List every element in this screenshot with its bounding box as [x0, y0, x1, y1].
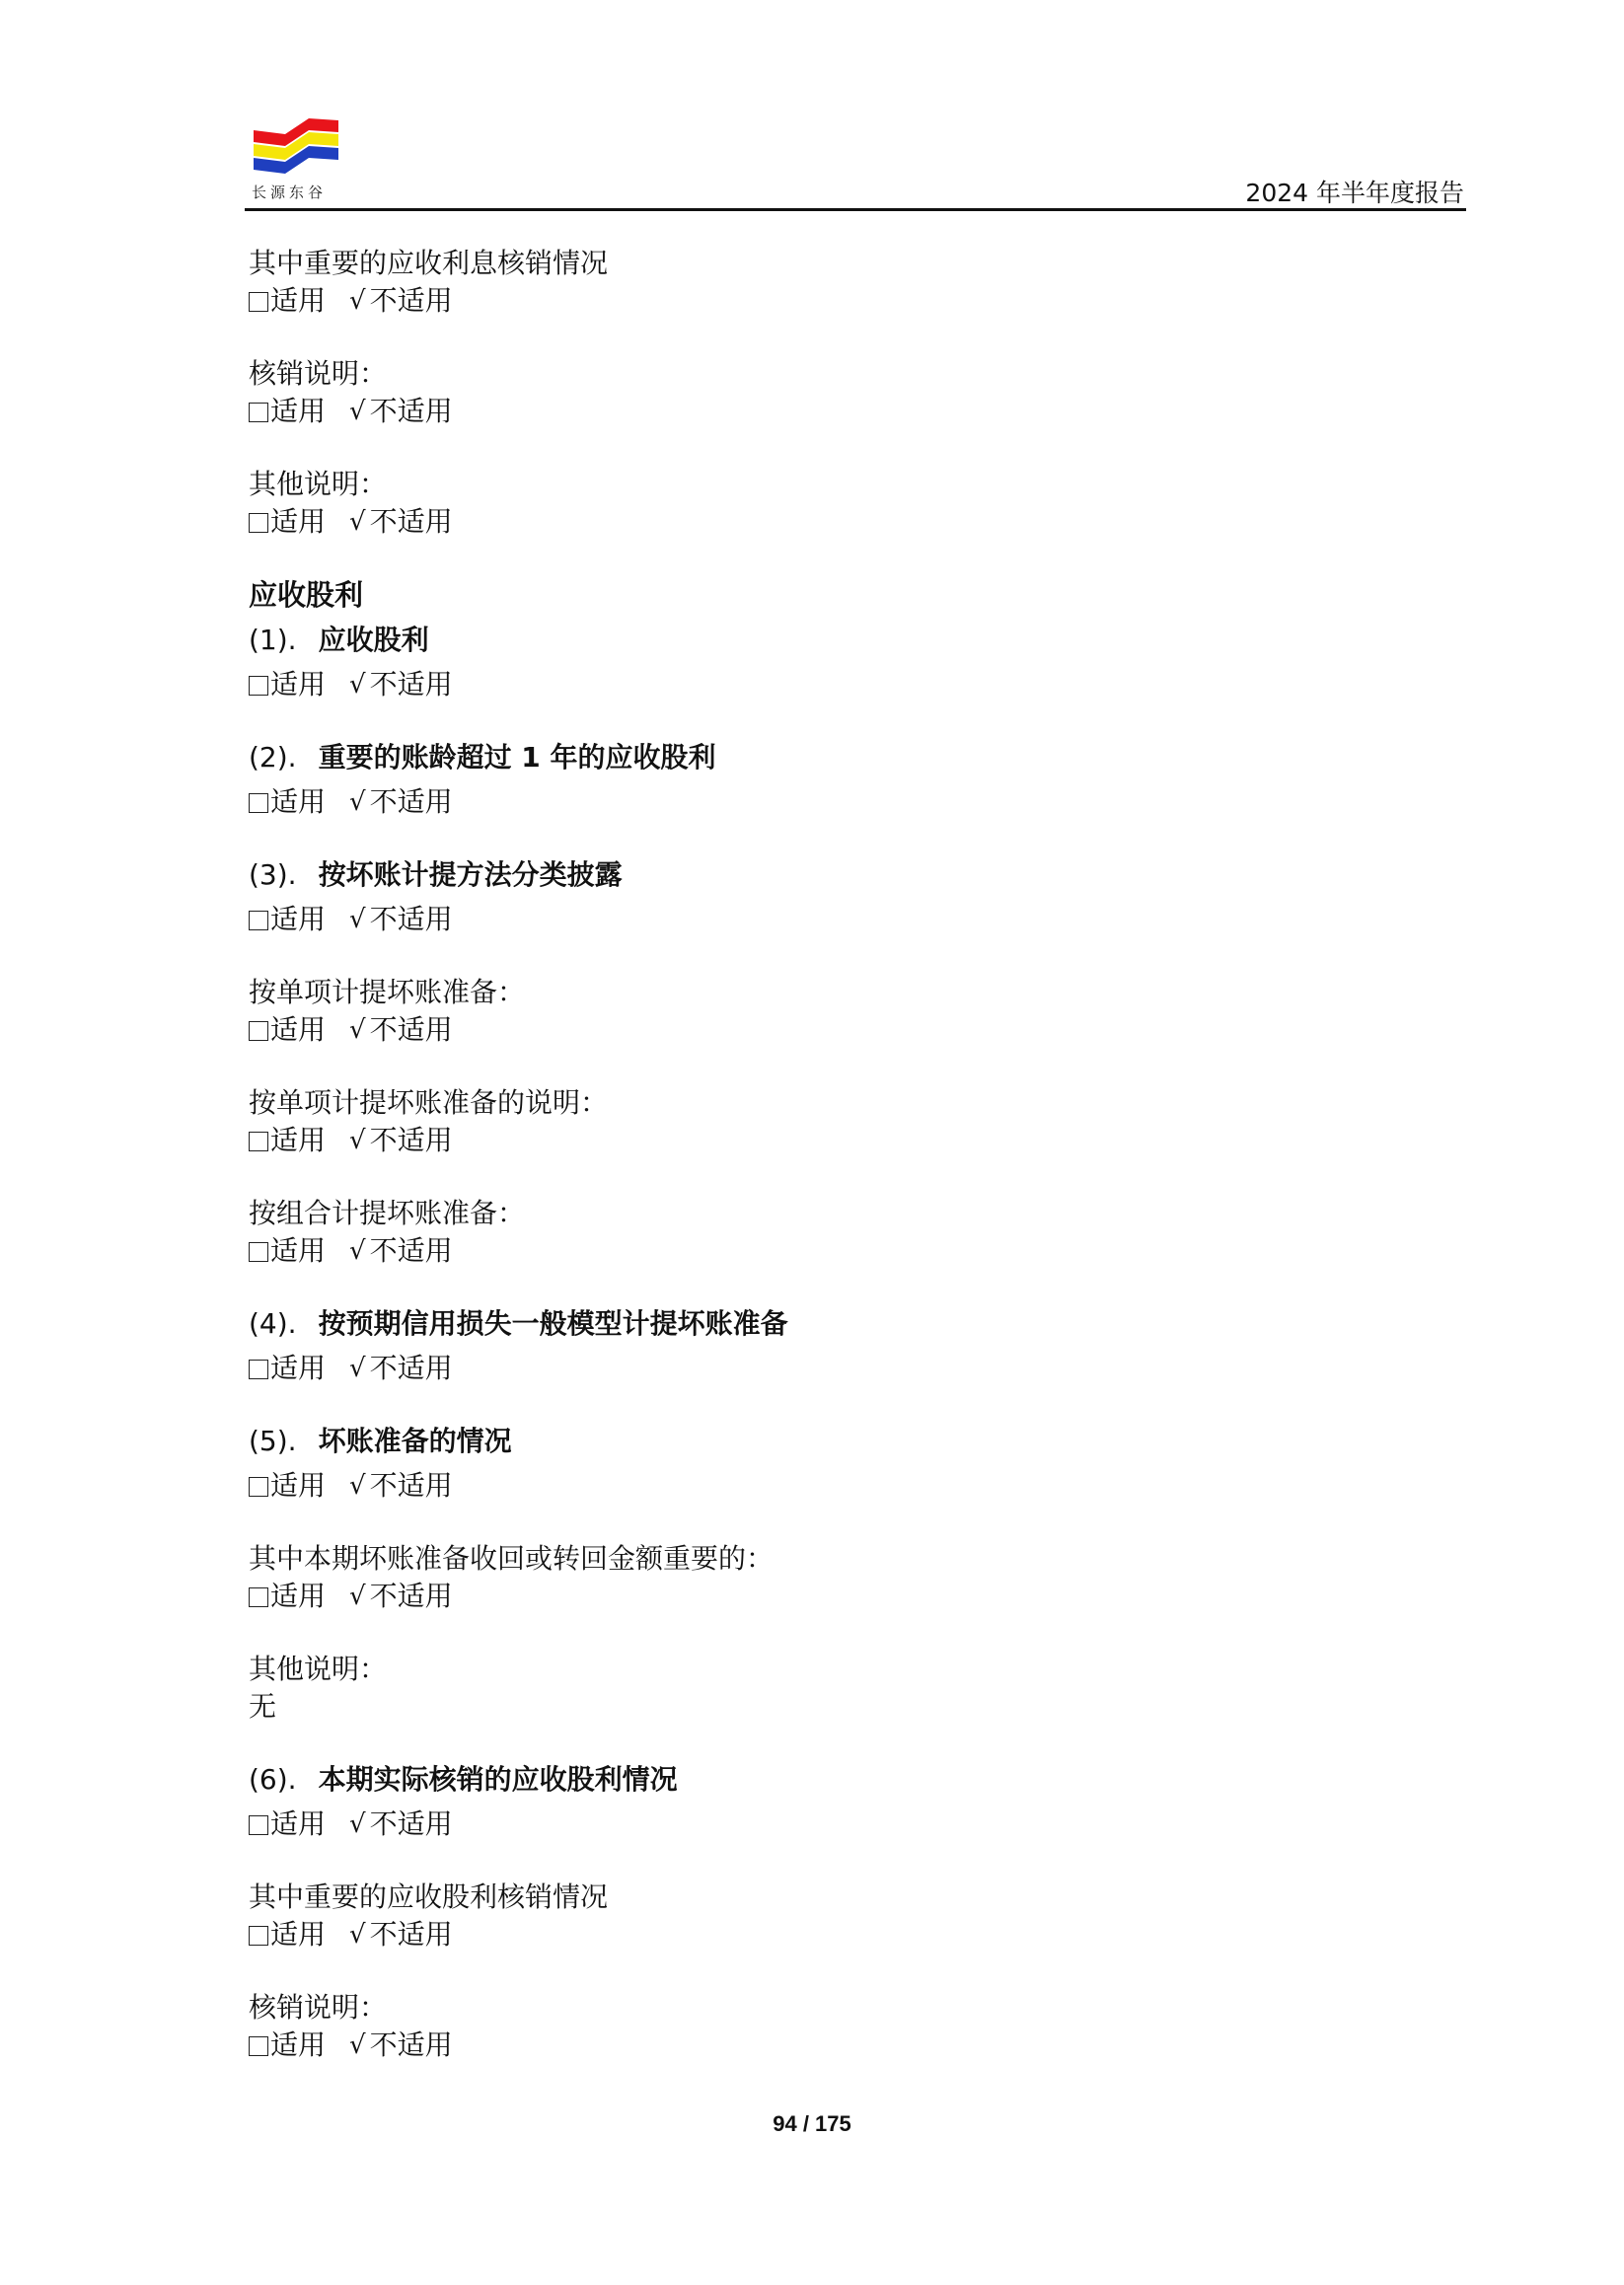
checkmark-icon: √: [349, 905, 366, 934]
content-block: [249, 1423, 1462, 1505]
empty-checkbox-icon: [249, 911, 268, 930]
item-label: 其中本期坏账准备收回或转回金额重要的：: [249, 1542, 775, 1575]
subsection-heading: [249, 1305, 1462, 1343]
applicable-label: 适用: [270, 1580, 327, 1612]
empty-checkbox-icon: [249, 1587, 268, 1607]
item-label: 核销说明：: [249, 357, 388, 390]
checkmark-icon: √: [349, 1920, 366, 1950]
content-block: [249, 1989, 1462, 2064]
not-applicable-label: 不适用: [369, 1234, 453, 1267]
applicability-options: [249, 2027, 453, 2064]
empty-checkbox-icon: [249, 676, 268, 696]
heading-number: (4).: [249, 1307, 297, 1340]
item-label: 其他说明：: [249, 468, 388, 500]
content-block: [249, 1651, 1462, 1726]
empty-checkbox-icon: [249, 2036, 268, 2056]
not-applicable-label: 不适用: [369, 1013, 453, 1046]
content-block: [249, 466, 1462, 541]
item-label: 按单项计提坏账准备的说明：: [249, 1086, 609, 1119]
empty-checkbox-icon: [249, 1132, 268, 1151]
applicability-options: [249, 1578, 453, 1615]
applicable-label: 适用: [270, 505, 327, 538]
applicable-label: 适用: [270, 1807, 327, 1840]
content-block: [249, 856, 1462, 938]
applicability-options: [249, 1122, 453, 1159]
empty-checkbox-icon: [249, 1477, 268, 1497]
applicable-label: 适用: [270, 1352, 327, 1384]
applicability-options: [249, 1232, 453, 1270]
subsection-heading: [249, 739, 1462, 776]
applicability-options: [249, 393, 453, 430]
empty-checkbox-icon: [249, 292, 268, 312]
item-value: 无: [249, 1690, 277, 1723]
content-block: [249, 355, 1462, 430]
content-block: [249, 739, 1462, 821]
checkmark-icon: √: [349, 787, 366, 817]
applicability-options: [249, 282, 453, 320]
applicability-options: [249, 1806, 453, 1843]
checkmark-icon: √: [349, 2030, 366, 2060]
heading-number: (1).: [249, 624, 297, 656]
empty-checkbox-icon: [249, 1021, 268, 1041]
content-block: [249, 1305, 1462, 1387]
applicable-label: 适用: [270, 903, 327, 935]
header-divider: [245, 208, 1466, 211]
heading-number: (2).: [249, 741, 297, 774]
content-block: [249, 1195, 1462, 1270]
applicable-label: 适用: [270, 668, 327, 700]
item-label: 核销说明：: [249, 1991, 388, 2024]
not-applicable-label: 不适用: [369, 1580, 453, 1612]
subsection-heading: [249, 856, 1462, 894]
not-applicable-label: 不适用: [369, 1352, 453, 1384]
checkmark-icon: √: [349, 670, 366, 700]
content-block: [249, 1879, 1462, 1953]
item-label: 按单项计提坏账准备：: [249, 976, 526, 1008]
applicable-label: 适用: [270, 1469, 327, 1502]
item-label: 按组合计提坏账准备：: [249, 1197, 526, 1229]
section-title: 应收股利: [249, 578, 364, 612]
checkmark-icon: √: [349, 1015, 366, 1045]
checkmark-icon: √: [349, 1582, 366, 1611]
checkmark-icon: √: [349, 1126, 366, 1155]
applicability-options: [249, 1467, 453, 1505]
not-applicable-label: 不适用: [369, 1469, 453, 1502]
not-applicable-label: 不适用: [369, 1807, 453, 1840]
empty-checkbox-icon: [249, 513, 268, 533]
heading-label: 坏账准备的情况: [318, 1425, 512, 1457]
page-number: 94 / 175: [773, 2111, 851, 2136]
subsection-heading: [249, 1423, 1462, 1460]
applicable-label: 适用: [270, 1234, 327, 1267]
logo-stripes-icon: [252, 116, 340, 180]
checkmark-icon: √: [349, 1471, 366, 1501]
checkmark-icon: √: [349, 286, 366, 316]
document-body: [249, 245, 1462, 2100]
heading-number: (3).: [249, 858, 297, 891]
item-label: 其中重要的应收股利核销情况: [249, 1880, 609, 1913]
heading-number: (5).: [249, 1425, 297, 1457]
applicability-options: [249, 503, 453, 541]
checkmark-icon: √: [349, 507, 366, 537]
subsection-heading: [249, 622, 1462, 659]
heading-label: 按预期信用损失一般模型计提坏账准备: [318, 1307, 788, 1340]
checkmark-icon: √: [349, 1809, 366, 1839]
item-label: 其中重要的应收利息核销情况: [249, 247, 609, 279]
content-block: [249, 622, 1462, 703]
heading-label: 本期实际核销的应收股利情况: [318, 1763, 678, 1796]
applicable-label: 适用: [270, 1918, 327, 1951]
company-logo: [252, 116, 340, 205]
applicability-options: [249, 783, 453, 821]
applicable-label: 适用: [270, 1013, 327, 1046]
not-applicable-label: 不适用: [369, 505, 453, 538]
not-applicable-label: 不适用: [369, 785, 453, 818]
applicability-options: [249, 1011, 453, 1049]
not-applicable-label: 不适用: [369, 395, 453, 427]
content-block: [249, 974, 1462, 1049]
empty-checkbox-icon: [249, 793, 268, 813]
applicability-options: [249, 901, 453, 938]
applicable-label: 适用: [270, 284, 327, 317]
empty-checkbox-icon: [249, 1815, 268, 1835]
empty-checkbox-icon: [249, 403, 268, 422]
heading-number: (6).: [249, 1763, 297, 1796]
content-block: [249, 576, 1462, 614]
item-label: 其他说明：: [249, 1653, 388, 1685]
content-block: [249, 1540, 1462, 1615]
heading-label: 按坏账计提方法分类披露: [318, 858, 623, 891]
checkmark-icon: √: [349, 1354, 366, 1383]
applicable-label: 适用: [270, 1124, 327, 1156]
not-applicable-label: 不适用: [369, 1124, 453, 1156]
applicability-options: [249, 666, 453, 703]
empty-checkbox-icon: [249, 1242, 268, 1262]
heading-label: 重要的账龄超过 1 年的应收股利: [318, 741, 716, 774]
content-block: [249, 1084, 1462, 1159]
not-applicable-label: 不适用: [369, 2028, 453, 2061]
checkmark-icon: √: [349, 1236, 366, 1266]
applicable-label: 适用: [270, 395, 327, 427]
empty-checkbox-icon: [249, 1360, 268, 1379]
subsection-heading: [249, 1761, 1462, 1799]
logo-text: 长源东谷: [252, 184, 328, 201]
not-applicable-label: 不适用: [369, 284, 453, 317]
not-applicable-label: 不适用: [369, 1918, 453, 1951]
applicable-label: 适用: [270, 2028, 327, 2061]
content-block: [249, 1761, 1462, 1843]
not-applicable-label: 不适用: [369, 668, 453, 700]
applicability-options: [249, 1916, 453, 1953]
report-title: 2024 年半年度报告: [1245, 179, 1464, 207]
not-applicable-label: 不适用: [369, 903, 453, 935]
empty-checkbox-icon: [249, 1926, 268, 1946]
content-block: [249, 245, 1462, 320]
applicable-label: 适用: [270, 785, 327, 818]
applicability-options: [249, 1350, 453, 1387]
heading-label: 应收股利: [318, 624, 429, 656]
checkmark-icon: √: [349, 397, 366, 426]
